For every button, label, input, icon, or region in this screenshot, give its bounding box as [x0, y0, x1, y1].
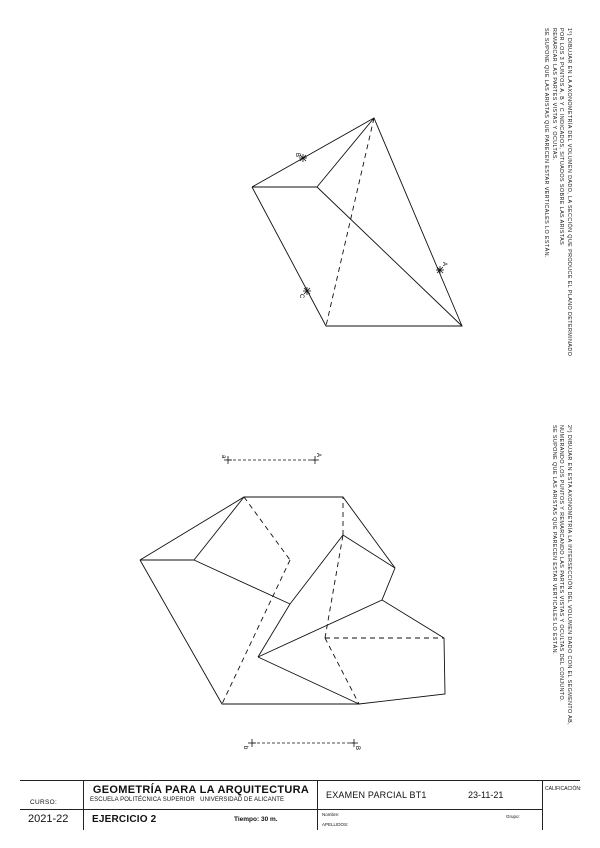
volume-1 [252, 118, 462, 326]
segment-upper [224, 456, 319, 464]
point-b-label: B [294, 153, 300, 158]
exam-cell [318, 780, 543, 830]
point-a-lower-label: a [220, 455, 226, 459]
point-a-marker [436, 266, 444, 274]
volume-1-edge [317, 187, 462, 326]
instruction-line: 2º) DIBUJAR EN ESTA AXONOMETRÍA LA INTERSECCIÓN DEL VOLUMEN DADO CON EL SEGMENTO AB, [566, 425, 572, 726]
instruction-line: POR LOS 3 PUNTOS A, B Y C INDICADOS, SITUADOS SOBRE LAS ARISTAS [558, 28, 565, 246]
volume-2-edge [194, 497, 244, 560]
volume-2-hidden-edge [325, 638, 359, 704]
grupo-label: Grupo: [506, 814, 520, 819]
nombre-label: Nombre: [322, 812, 340, 817]
volume-2-edge [194, 560, 290, 604]
divider [84, 809, 317, 810]
point-a-upper-label: A [315, 453, 321, 458]
exercise-1-instructions [542, 28, 572, 356]
volume-2-edge [343, 535, 395, 568]
volume-2-edge [258, 600, 382, 657]
point-c-label: C [298, 294, 304, 299]
calificacion-cell [543, 780, 580, 830]
title-cell [84, 780, 318, 830]
volume-2-edge [258, 657, 359, 704]
volume-2-hidden-edge [244, 497, 290, 560]
instruction-line: 1º) DIBUJAR EN LA AXONOMETRÍA DEL VOLUMEN DADO, LA SECCIÓN QUE PRODUCE EL PLANO DETERMINADO [566, 28, 572, 357]
volume-2 [140, 497, 445, 704]
point-b-lower-marker [248, 739, 256, 747]
point-a-label: A [441, 262, 447, 267]
exercise-number: EJERCICIO 2 [92, 814, 157, 825]
point-markers-1 [299, 154, 444, 295]
calificacion-label: CALIFICACIÓN: [545, 786, 582, 792]
title-block [20, 780, 580, 830]
exam-time: Tiempo: 30 m. [234, 816, 278, 823]
apellidos-label: APELLIDOS: [322, 822, 349, 827]
point-b-upper-label: B [354, 746, 360, 751]
school-name: ESCUELA POLITÉCNICA SUPERIOR [90, 797, 195, 803]
segment-lower [248, 739, 358, 747]
university-name: UNIVERSIDAD DE ALICANTE [200, 797, 285, 803]
point-b-lower-label: b [242, 746, 248, 750]
volume-2-edge [258, 604, 290, 657]
instruction-line: REMARCAR LAS PARTES VISTAS Y OCULTAS. [550, 28, 557, 161]
volume-2-hidden-edge [222, 560, 290, 704]
curso-value: 2021-22 [28, 813, 69, 825]
exam-date: 23-11-21 [468, 790, 504, 800]
curso-label: CURSO: [30, 799, 58, 806]
volume-1-hidden-edge [326, 118, 374, 326]
course-title: GEOMETRÍA PARA LA ARQUITECTURA [92, 784, 310, 796]
instruction-line: NUMERANDO LOS PUNTOS Y REMARCANDO LAS PARTES VISTAS Y OCULTAS DEL CONJUNTO. [558, 425, 565, 703]
exam-label: EXAMEN PARCIAL BT1 [326, 790, 427, 800]
curso-cell [20, 780, 84, 830]
point-a-upper-marker [311, 456, 319, 464]
volume-1-edge [317, 118, 374, 187]
volume-1-outline [252, 118, 462, 326]
school-line [90, 797, 284, 803]
instruction-line: SE SUPONE QUE LAS ARISTAS QUE PARECEN ESTAR VERTICALES LO ESTÁN. [550, 425, 557, 655]
divider [20, 809, 83, 810]
instruction-line: SE SUPONE QUE LAS ARISTAS QUE PARECEN ESTAR VERTICALES LO ESTÁN. [543, 28, 550, 258]
divider [318, 809, 542, 810]
exercise-2-instructions [549, 425, 572, 725]
volume-2-edge [290, 535, 343, 604]
